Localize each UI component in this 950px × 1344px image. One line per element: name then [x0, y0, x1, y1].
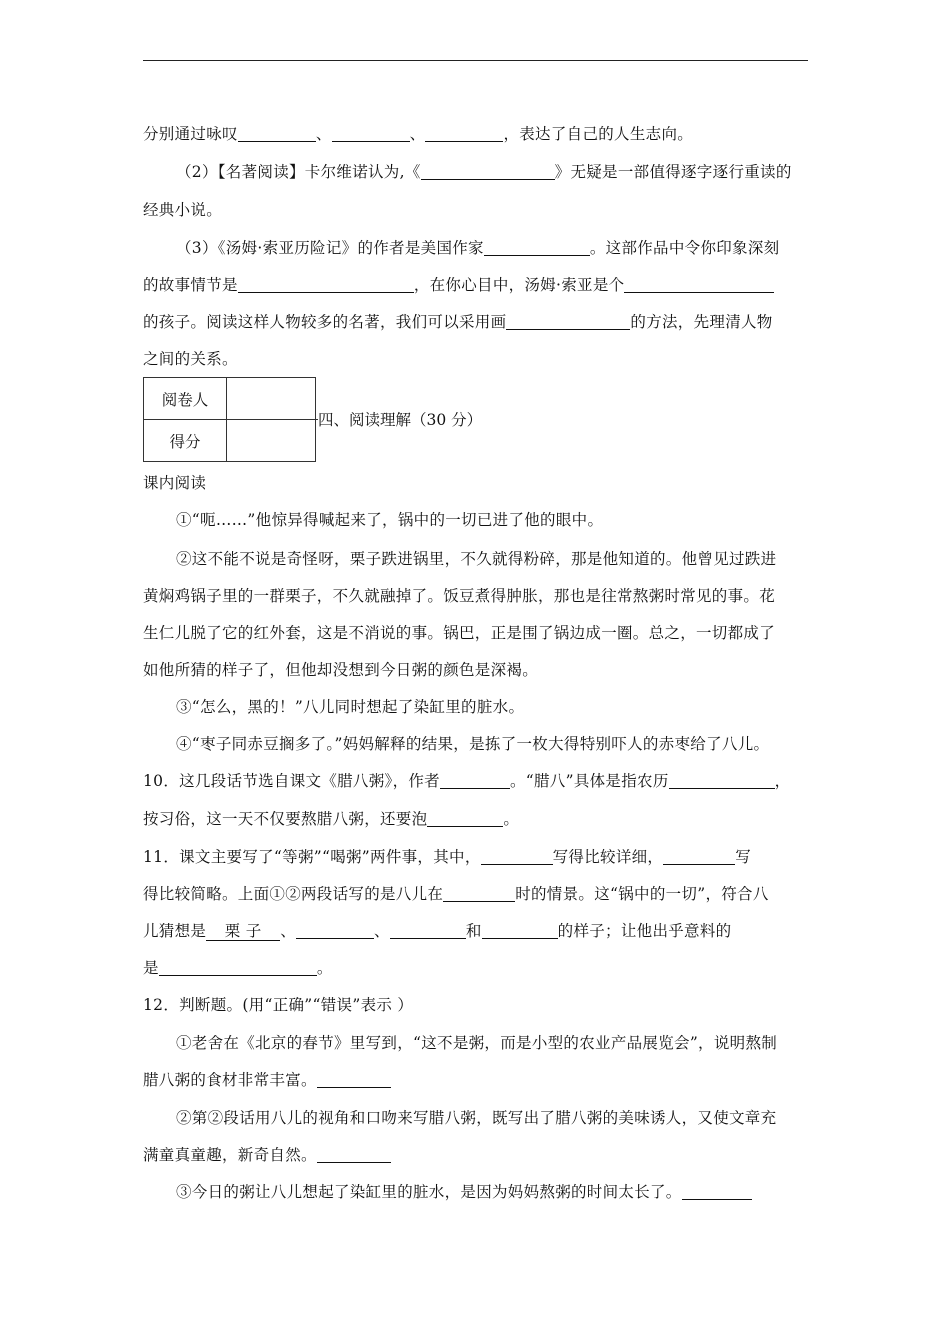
- text: 的孩子。阅读这样人物较多的名著，我们可以采用画: [143, 313, 507, 331]
- text: 的样子；让他出乎意料的: [557, 922, 732, 940]
- text-line: [143, 884, 769, 904]
- text: 是: [143, 959, 159, 977]
- text-line: [143, 200, 222, 220]
- text-line: [143, 1070, 391, 1090]
- passage-para-4: ④“枣子同赤豆搁多了。”妈妈解释的结果，是拣了一枚大得特别吓人的赤枣给了八儿。: [176, 735, 770, 753]
- text: 、: [374, 922, 390, 940]
- text-line: [143, 124, 693, 144]
- answer-blank[interactable]: [238, 276, 414, 293]
- answer-blank[interactable]: [481, 848, 553, 865]
- text: 、: [280, 922, 297, 940]
- connector-line: [300, 419, 318, 420]
- answer-blank[interactable]: [440, 772, 510, 789]
- text: 、: [409, 125, 426, 143]
- text: 。这部作品中令你印象深刻: [589, 239, 780, 257]
- text-line: [143, 921, 731, 941]
- text: 。“腊八”具体是指农历: [509, 772, 669, 790]
- text: 写: [735, 848, 752, 866]
- question-10: [143, 771, 790, 791]
- answer-blank[interactable]: [484, 239, 590, 256]
- text: ，在你心目中，汤姆·索亚是个: [413, 276, 625, 294]
- text: 写得比较详细，: [552, 848, 664, 866]
- text: 得比较简略。上面①②两段话写的是八儿在: [143, 885, 444, 903]
- question-12: 12．判断题。(用“正确”“错误”表示 ）: [143, 996, 414, 1014]
- score-cell[interactable]: [227, 420, 316, 462]
- text: 的故事情节是: [143, 276, 238, 294]
- text: 时的情景。这“锅中的一切”，符合八: [515, 885, 769, 903]
- filled-answer: 栗 子: [206, 922, 280, 941]
- text-line: [143, 275, 774, 295]
- passage-para-3: ③“怎么，黑的！”八儿同时想起了染缸里的脏水。: [176, 698, 525, 716]
- subheading: [143, 473, 206, 493]
- text: ③今日的粥让八儿想起了染缸里的脏水，是因为妈妈熬粥的时间太长了。: [176, 1183, 682, 1201]
- text: ，: [774, 772, 791, 790]
- answer-blank[interactable]: [663, 848, 735, 865]
- grader-label: 阅卷人: [144, 378, 227, 420]
- answer-blank[interactable]: [317, 1146, 391, 1163]
- grader-cell[interactable]: [227, 378, 316, 420]
- answer-blank[interactable]: [332, 125, 410, 142]
- answer-blank[interactable]: [390, 922, 466, 939]
- question-11: [143, 847, 751, 867]
- question-3: [176, 238, 779, 258]
- text: 按习俗，这一天不仅要熬腊八粥，还要泡: [143, 810, 428, 828]
- answer-blank[interactable]: [296, 922, 374, 939]
- answer-blank[interactable]: [427, 810, 503, 827]
- text: 经典小说。: [143, 201, 223, 219]
- score-table: [143, 377, 316, 462]
- text: 、: [315, 125, 332, 143]
- judgment-item-2: ②第②段话用八儿的视角和口吻来写腊八粥，既写出了腊八粥的美味诱人，又使文章充: [176, 1109, 777, 1127]
- answer-blank[interactable]: [669, 772, 775, 789]
- answer-blank[interactable]: [159, 959, 317, 976]
- text: ，表达了自己的人生志向。: [503, 125, 694, 143]
- answer-blank[interactable]: [443, 885, 515, 902]
- text: 》无疑是一部值得逐字逐行重读的: [554, 163, 792, 181]
- judgment-item-3: [176, 1182, 752, 1202]
- text: 和: [465, 922, 482, 940]
- text: （3）《汤姆·索亚历险记》的作者是美国作家: [176, 239, 484, 257]
- text-line: [143, 958, 333, 978]
- text-line: [143, 809, 519, 829]
- answer-blank[interactable]: [682, 1183, 752, 1200]
- passage-line: 黄焖鸡锅子里的一群栗子，不久就融掉了。饭豆煮得肿胀，那也是往常熬粥时常见的事。花: [143, 587, 776, 605]
- answer-blank[interactable]: [317, 1071, 391, 1088]
- text-line: [143, 349, 238, 369]
- text: 。: [316, 959, 333, 977]
- text: 的方法，先理清人物: [630, 313, 773, 331]
- text: 11．课文主要写了“等粥”“喝粥”两件事，其中，: [143, 848, 481, 866]
- text: 儿猜想是: [143, 922, 207, 940]
- text: 10．这几段话节选自课文《腊八粥》，作者: [143, 772, 440, 790]
- text: 之间的关系。: [143, 350, 238, 368]
- text: 。: [503, 810, 520, 828]
- answer-blank[interactable]: [421, 163, 555, 180]
- section-title: 四、阅读理解（30 分）: [318, 411, 483, 429]
- answer-blank[interactable]: [425, 125, 503, 142]
- text: 课内阅读: [143, 474, 207, 492]
- text-line: [143, 1145, 391, 1165]
- header-rule: [143, 60, 808, 61]
- text-line: [143, 312, 773, 332]
- answer-blank[interactable]: [624, 276, 774, 293]
- judgment-item-1: ①老舍在《北京的春节》里写到，“这不是粥，而是小型的农业产品展览会”，说明熬制: [176, 1034, 778, 1052]
- question-2: [176, 162, 792, 182]
- score-label: 得分: [144, 420, 227, 462]
- passage-line: 生仁儿脱了它的红外套，这是不消说的事。锅巴，正是围了锅边成一圈。总之，一切都成了: [143, 624, 776, 642]
- text: 腊八粥的食材非常丰富。: [143, 1071, 317, 1089]
- text: 分别通过咏叹: [143, 125, 238, 143]
- text: （2）【名著阅读】卡尔维诺认为,《: [176, 163, 421, 181]
- answer-blank[interactable]: [238, 125, 316, 142]
- passage-para-1: ①“呃……”他惊异得喊起来了，锅中的一切已进了他的眼中。: [176, 511, 604, 529]
- text: 满童真童趣，新奇自然。: [143, 1146, 317, 1164]
- answer-blank[interactable]: [506, 313, 630, 330]
- passage-line: 如他所猜的样子了，但他却没想到今日粥的颜色是深褐。: [143, 661, 539, 679]
- answer-blank[interactable]: [482, 922, 558, 939]
- passage-para-2: ②这不能不说是奇怪呀，栗子跌进锅里，不久就得粉碎，那是他知道的。他曾见过跌进: [176, 550, 777, 568]
